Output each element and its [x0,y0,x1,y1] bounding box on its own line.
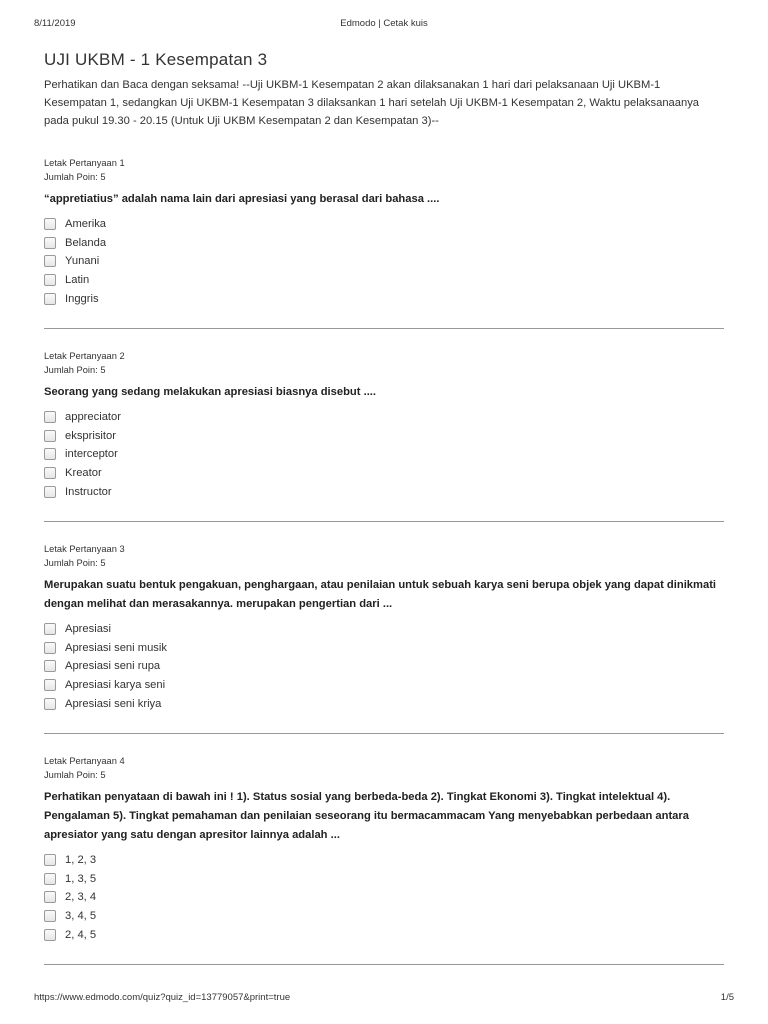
checkbox-icon[interactable] [44,929,56,941]
option[interactable] [44,925,724,944]
question-label: Letak Pertanyaan 1 [44,158,125,168]
print-title: Edmodo | Cetak kuis [340,18,428,29]
checkbox-icon[interactable] [44,467,56,479]
checkbox-icon[interactable] [44,274,56,286]
option[interactable] [44,907,724,926]
option-label: 1, 3, 5 [65,872,97,885]
option-label: Yunani [65,255,100,268]
option-label: Apresiasi karya seni [65,679,166,692]
option-list [44,215,724,308]
option[interactable] [44,620,724,639]
print-header [34,18,734,30]
option-label: Instructor [65,485,112,498]
checkbox-icon[interactable] [44,218,56,230]
question-3 [44,542,724,713]
question-points: Jumlah Poin: 5 [44,364,106,375]
option[interactable] [44,676,724,695]
question-text: Perhatikan penyataan di bawah ini ! 1). Status sosial yang berbeda-beda 2). Tingkat Ekonomi 3). Tingkat intelektual 4). Pengalaman 5). Tingkat pemahaman dan penilaian seseorang itu bermacammacam Yang menyebabkan perbedaan antara apresiator yang satu dengan apresitor lainnya adalah ... [44,790,689,841]
question-text: Merupakan suatu bentuk pengakuan, penghargaan, atau penilaian untuk sebuah karya seni berupa objek yang dapat dinikmati dengan melihat dan merasakannya. merupakan pengertian dari ... [44,578,717,610]
option[interactable] [44,870,724,889]
option[interactable] [44,657,724,676]
question-1 [44,156,724,308]
option[interactable] [44,215,724,234]
quiz-title: UJI UKBM - 1 Kesempatan 3 [44,50,268,69]
checkbox-icon[interactable] [44,642,56,654]
question-divider [44,964,724,965]
option-label: appreciator [65,411,121,424]
question-label: Letak Pertanyaan 4 [44,755,125,766]
question-label: Letak Pertanyaan 2 [44,350,125,361]
option[interactable] [44,888,724,907]
option[interactable] [44,252,724,271]
checkbox-icon[interactable] [44,623,56,635]
option[interactable] [44,289,724,308]
question-divider [44,733,724,734]
option-label: 2, 4, 5 [65,928,97,941]
option[interactable] [44,445,724,464]
checkbox-icon[interactable] [44,430,56,442]
option-label: interceptor [65,448,118,461]
option-label: Latin [65,274,90,287]
checkbox-icon[interactable] [44,293,56,305]
page-number: 1/5 [720,992,734,1003]
option-list [44,620,724,713]
print-url: https://www.edmodo.com/quiz?quiz_id=13779057&print=true [34,992,291,1003]
option-label: Apresiasi seni rupa [65,660,161,673]
option-label: Kreator [65,467,102,480]
quiz-intro: Perhatikan dan Baca dengan seksama! --Uji UKBM-1 Kesempatan 2 akan dilaksanakan 1 hari dari pelaksanaan Uji UKBM-1 Kesempatan 1, sedangkan Uji UKBM-1 Kesempatan 3 dilaksankan 1 hari setelah Uji UKBM-1 Kesempatan 2, Waktu pelaksanaanya pada pukul 19.30 - 20.15 (Untuk Uji UKBM Kesempatan 2 dan Kesempatan 3)-- [44,79,700,127]
checkbox-icon[interactable] [44,255,56,267]
checkbox-icon[interactable] [44,411,56,423]
question-4 [44,754,724,944]
quiz-content [44,50,724,985]
option-label: 3, 4, 5 [65,909,97,922]
checkbox-icon[interactable] [44,698,56,710]
checkbox-icon[interactable] [44,448,56,460]
option[interactable] [44,464,724,483]
question-points: Jumlah Poin: 5 [44,557,106,568]
option-label: Amerika [65,218,107,231]
option-list [44,851,724,944]
option-label: eksprisitor [65,429,116,442]
checkbox-icon[interactable] [44,854,56,866]
option[interactable] [44,427,724,446]
option[interactable] [44,639,724,658]
question-label: Letak Pertanyaan 3 [44,543,125,554]
option[interactable] [44,851,724,870]
print-date: 8/11/2019 [34,18,76,29]
option-label: Belanda [65,236,107,249]
option-label: Apresiasi [65,623,112,636]
option-label: Apresiasi seni musik [65,641,167,654]
option-label: Apresiasi seni kriya [65,697,162,710]
option[interactable] [44,482,724,501]
checkbox-icon[interactable] [44,237,56,249]
option[interactable] [44,408,724,427]
checkbox-icon[interactable] [44,873,56,885]
option-label: 1, 2, 3 [65,854,97,867]
question-text: Seorang yang sedang melakukan apresiasi biasnya disebut .... [44,385,377,398]
question-divider [44,521,724,522]
question-2 [44,349,724,501]
option[interactable] [44,271,724,290]
option[interactable] [44,234,724,253]
checkbox-icon[interactable] [44,660,56,672]
option-list [44,408,724,501]
question-text: “appretiatius” adalah nama lain dari apresiasi yang berasal dari bahasa .... [44,193,440,205]
question-divider [44,328,724,329]
option-label: 2, 3, 4 [65,891,97,904]
question-points: Jumlah Poin: 5 [44,769,106,780]
option[interactable] [44,694,724,713]
question-points: Jumlah Poin: 5 [44,172,106,182]
checkbox-icon[interactable] [44,891,56,903]
checkbox-icon[interactable] [44,910,56,922]
checkbox-icon[interactable] [44,486,56,498]
checkbox-icon[interactable] [44,679,56,691]
option-label: Inggris [65,292,99,305]
